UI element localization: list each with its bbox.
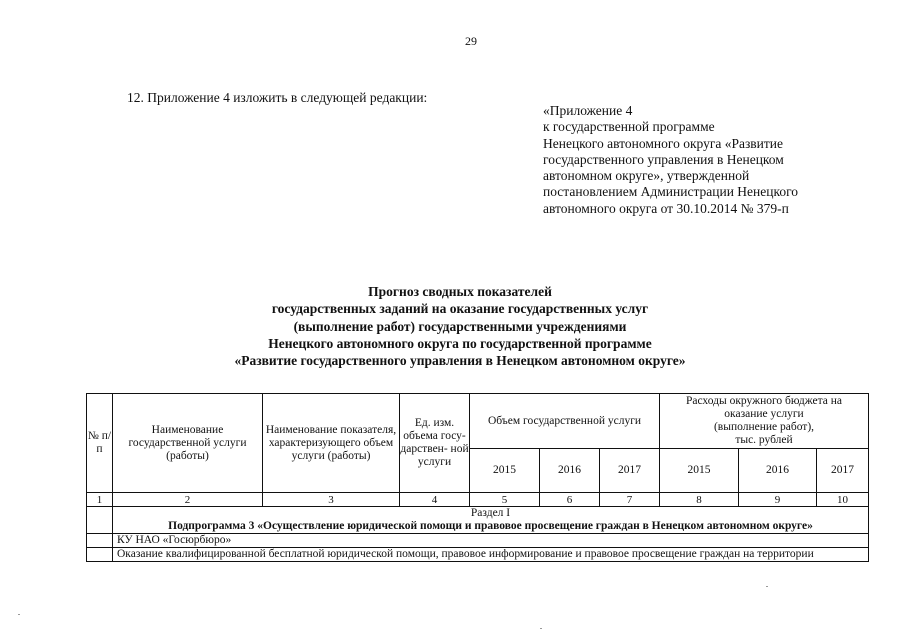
forecast-table (86, 393, 869, 562)
column-number: 10 (817, 493, 869, 507)
appendix-line: к государственной программе (543, 119, 715, 135)
header-service-name: Наименование государственной услуги (работы) (113, 394, 263, 493)
header-volume: Объем государственной услуги (470, 394, 660, 449)
header-unit: Ед. изм. объема госу- дарствен- ной услуги (400, 394, 470, 493)
heading-line: государственных заданий на оказание государственных услуг (271, 301, 649, 317)
header-year: 2015 (660, 449, 739, 493)
column-number: 8 (660, 493, 739, 507)
header-year: 2016 (739, 449, 817, 493)
scan-speck (766, 586, 768, 587)
header-expenses-line: Расходы окружного бюджета на (685, 395, 843, 407)
subprogram-title: Подпрограмма 3 «Осуществление юридической помощи и правовое просвещение граждан в Ненецком автономном округе» (168, 520, 813, 532)
header-expenses (660, 394, 869, 449)
column-number: 1 (87, 493, 113, 507)
appendix-line: постановлением Администрации Ненецкого (543, 184, 799, 200)
appendix-line: государственного управления в Ненецком (543, 151, 784, 167)
header-expenses-line: (выполнение работ), (713, 421, 815, 433)
header-year: 2016 (540, 449, 600, 493)
amendment-instruction: 12. Приложение 4 изложить в следующей редакции: (127, 90, 428, 105)
header-year: 2017 (600, 449, 660, 493)
institution-row: КУ НАО «Госюрбюро» (113, 534, 869, 548)
scan-speck (18, 614, 20, 615)
appendix-line: «Приложение 4 (543, 103, 633, 118)
section-cell (113, 507, 869, 534)
page-number: 29 (465, 34, 477, 48)
empty-cell (87, 507, 113, 534)
heading-line: Ненецкого автономного округа по государственной программе (268, 335, 652, 351)
column-number: 6 (540, 493, 600, 507)
column-number: 2 (113, 493, 263, 507)
empty-cell (87, 534, 113, 548)
column-number: 4 (400, 493, 470, 507)
header-num: № п/п (87, 394, 113, 493)
heading-line: (выполнение работ) государственными учреждениями (293, 318, 627, 334)
column-number: 7 (600, 493, 660, 507)
header-indicator: Наименование показателя, характеризующего объем услуги (работы) (263, 394, 400, 493)
service-row: Оказание квалифицированной бесплатной юридической помощи, правовое информирование и правовое просвещение граждан на территории (113, 548, 869, 562)
column-number: 3 (263, 493, 400, 507)
header-expenses-line: оказание услуги (724, 408, 804, 420)
heading-line: «Развитие государственного управления в Ненецком автономном округе» (234, 353, 686, 369)
header-year: 2015 (470, 449, 540, 493)
empty-cell (87, 548, 113, 562)
scan-speck (540, 628, 542, 629)
column-number: 9 (739, 493, 817, 507)
heading-line: Прогноз сводных показателей (368, 284, 552, 299)
appendix-line: Ненецкого автономного округа «Развитие (543, 135, 784, 151)
document-heading (180, 283, 740, 369)
header-expenses-line: тыс. рублей (735, 434, 793, 446)
header-year: 2017 (817, 449, 869, 493)
section-title: Раздел I (470, 507, 511, 519)
appendix-reference (543, 103, 798, 217)
appendix-line: автономного округа от 30.10.2014 № 379-п (543, 200, 789, 216)
column-number: 5 (470, 493, 540, 507)
appendix-line: автономном округе», утвержденной (543, 168, 750, 184)
